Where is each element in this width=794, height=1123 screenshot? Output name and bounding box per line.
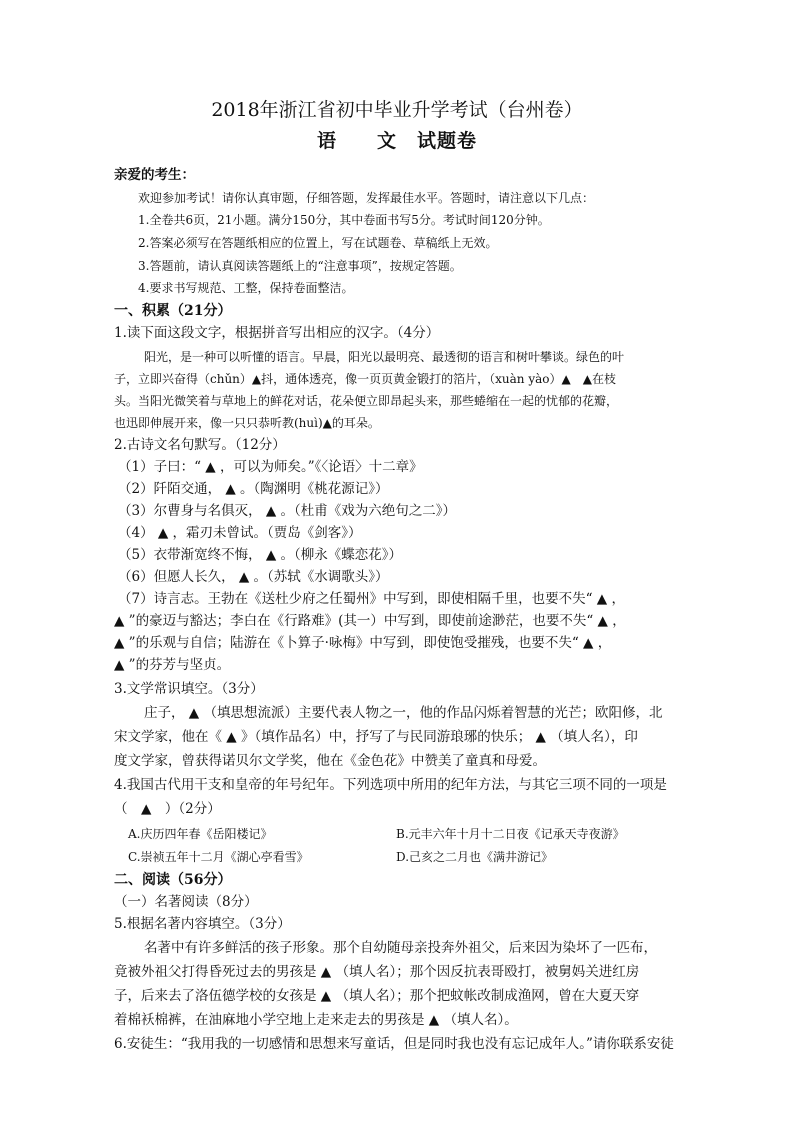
notice-item: 1.全卷共6页，21小题。满分150分，其中卷面书写5分。考试时间120分钟。 <box>138 213 550 227</box>
recite-line: （3）尔曹身与名俱灭， ▲ 。（杜甫《戏为六绝句之二》） <box>118 503 457 519</box>
option-c: C.崇祯五年十二月《湖心亭看雪》 <box>128 850 309 864</box>
question-prompt: 3.文学常识填空。（3分） <box>114 681 264 697</box>
recite-line: （1）子曰：“ ▲ ，可以为师矣。”《〈论语〉十二章》 <box>118 459 423 475</box>
recite-line: （4） ▲ ，霜刃未曾试。（贾岛《剑客》） <box>118 525 362 541</box>
passage-line: 阳光，是一种可以听懂的语言。早晨，阳光以最明亮、最透彻的语言和树叶攀谈。绿色的叶 <box>144 350 625 364</box>
recite-line: ▲ ”的芬芳与坚贞。 <box>114 657 231 673</box>
option-b: B.元丰六年十月十二日夜《记承天寺夜游》 <box>396 827 625 841</box>
q3-line: 度文学家，曾获得诺贝尔文学奖，他在《金色花》中赞美了童真和母爱。 <box>114 753 546 769</box>
notice-item: 3.答题前，请认真阅读答题纸上的“注意事项”，按规定答题。 <box>138 259 462 273</box>
recite-line: ▲ ”的豪迈与豁达；李白在《行路难》(其一）中写到，即使前途渺茫，也要不失“ ▲ ， <box>114 613 626 629</box>
section-heading: 二、阅读（56分） <box>114 872 232 888</box>
q5-line: 着棉袄棉裤，在油麻地小学空地上走来走去的男孩是 ▲ （填人名）。 <box>114 1012 518 1028</box>
q5-line: 名著中有许多鲜活的孩子形象。那个自幼随母亲投奔外祖父，后来因为染坏了一匹布， <box>144 940 657 956</box>
answer-blank: （ ▲ ）（2分） <box>114 801 221 817</box>
exam-title: 2018年浙江省初中毕业升学考试（台州卷） <box>211 99 583 121</box>
passage-line: 子，立即兴奋得（chǔn）▲抖，通体透亮，像一页页黄金锻打的箔片，（xuàn yào）▲ ▲在枝 <box>114 372 616 386</box>
recite-line: （7）诗言志。王勃在《送杜少府之任蜀州》中写到，即使相隔千里，也要不失“ ▲ ， <box>118 591 625 607</box>
q5-line: 子，后来去了洛伍德学校的女孩是 ▲ （填人名）；那个把蚊帐改制成渔网，曾在大夏天穿 <box>114 988 640 1004</box>
question-prompt: 5.根据名著内容填空。（3分） <box>114 916 291 932</box>
question-prompt: 4.我国古代用干支和皇帝的年号纪年。下列选项中所用的纪年方法，与其它三项不同的一项是 <box>114 777 667 793</box>
option-d: D.己亥之二月也《满井游记》 <box>396 850 554 864</box>
section-heading: 一、积累（21分） <box>114 303 232 319</box>
recite-line: （5）衣带渐宽终不悔， ▲ 。（柳永《蝶恋花》） <box>118 547 403 563</box>
question-prompt: 6.安徒生：“我用我的一切感情和思想来写童话，但是同时我也没有忘记成年人。”请你联系安徒 <box>114 1036 674 1052</box>
question-prompt: 2.古诗文名句默写。（12分） <box>114 437 286 453</box>
recite-line: （2）阡陌交通， ▲ 。（陶渊明《桃花源记》） <box>118 481 389 497</box>
option-a: A.庆历四年春《岳阳楼记》 <box>128 827 273 841</box>
notice-item: 4.要求书写规范、工整，保持卷面整洁。 <box>138 281 354 295</box>
q3-line: 庄子， ▲ （填思想流派）主要代表人物之一，他的作品闪烁着智慧的光芒；欧阳修，北 <box>144 705 663 721</box>
q5-line: 竟被外祖父打得昏死过去的男孩是 ▲ （填人名）；那个因反抗表哥殴打，被舅妈关进红房 <box>114 964 640 980</box>
passage-line: 也迅即伸展开来，像一只只恭听教(huì)▲的耳朵。 <box>114 416 380 430</box>
passage-line: 头。当阳光微笑着与草地上的鲜花对话，花朵便立即昂起头来，那些蜷缩在一起的忧郁的花瓣， <box>114 394 619 408</box>
subject-title: 语 文 试题卷 <box>316 130 477 152</box>
question-prompt: 1.读下面这段文字，根据拼音写出相应的汉字。（4分） <box>114 325 440 341</box>
notice-intro: 欢迎参加考试！请你认真审题，仔细答题，发挥最佳水平。答题时，请注意以下几点： <box>138 191 595 205</box>
notice-item: 2.答案必须写在答题纸相应的位置上，写在试题卷、草稿纸上无效。 <box>138 236 498 250</box>
subsection-heading: （一）名著阅读（8分） <box>114 894 258 910</box>
greeting: 亲爱的考生： <box>114 167 195 183</box>
q3-line: 宋文学家，他在《 ▲ 》（填作品名）中，抒写了与民同游琅琊的快乐； ▲ （填人名），印 <box>114 729 638 745</box>
recite-line: （6）但愿人长久， ▲ 。（苏轼《水调歌头》） <box>118 569 389 585</box>
recite-line: ▲ ”的乐观与自信；陆游在《卜算子·咏梅》中写到，即使饱受摧残，也要不失“ ▲ ， <box>114 635 612 651</box>
